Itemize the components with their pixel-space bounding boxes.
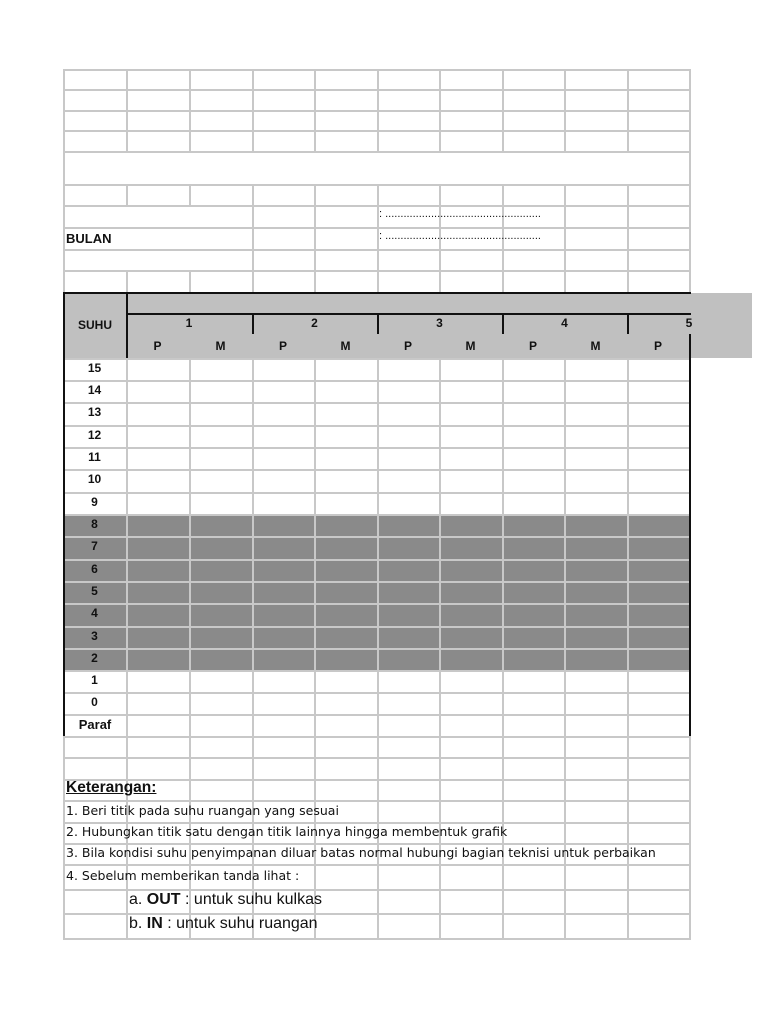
grid-line xyxy=(126,358,128,737)
day-label: 5 xyxy=(685,316,693,330)
legend-in xyxy=(129,915,318,933)
note-item-2: 2. Hubungkan titik satu dengan titik lainnya hingga membentuk grafik xyxy=(66,824,508,839)
grid-line xyxy=(189,184,191,206)
grid-line xyxy=(627,358,629,737)
grid-line xyxy=(189,69,191,152)
grid-line xyxy=(63,205,65,250)
grid-line xyxy=(252,205,254,250)
grid-line xyxy=(439,736,441,800)
shift-label: P xyxy=(528,339,537,353)
day-row-border xyxy=(126,313,691,315)
grid-line xyxy=(502,736,504,800)
grid-line xyxy=(689,151,691,185)
temperature-label: 6 xyxy=(91,562,98,576)
legend-out-prefix: a. xyxy=(129,891,147,908)
grid-line xyxy=(439,69,441,152)
shift-label: P xyxy=(153,339,162,353)
temperature-label: 5 xyxy=(91,584,98,598)
grid-line xyxy=(377,864,379,940)
grid-line xyxy=(564,864,566,940)
grid-line xyxy=(439,249,441,271)
grid-line xyxy=(314,205,316,250)
temperature-label: 12 xyxy=(87,428,102,442)
grid-line xyxy=(564,205,566,250)
temperature-label: 7 xyxy=(91,539,98,553)
legend-in-text: : untuk suhu ruangan xyxy=(162,915,318,932)
grid-line xyxy=(564,736,566,800)
temperature-label: 0 xyxy=(91,695,98,709)
grid-line xyxy=(439,184,441,206)
grid-line xyxy=(63,270,65,293)
grid-line xyxy=(377,736,379,800)
grid-line xyxy=(314,270,316,293)
shift-label: M xyxy=(590,339,601,353)
suhu-header: SUHU xyxy=(77,318,112,332)
grid-line xyxy=(689,205,691,250)
grid-line xyxy=(689,270,691,293)
grid-line xyxy=(627,205,629,250)
dotted-field-1[interactable]: : ................................................... xyxy=(379,208,541,220)
grid-line xyxy=(189,736,191,800)
day-label: 1 xyxy=(185,316,193,330)
note-item-3: 3. Bila kondisi suhu penyimpanan diluar batas normal hubungi bagian teknisi untuk perbaikan xyxy=(66,845,656,860)
note-item-4: 4. Sebelum memberikan tanda lihat : xyxy=(66,868,300,883)
grid-line xyxy=(564,184,566,206)
temperature-label: 15 xyxy=(87,361,102,375)
grid-line xyxy=(502,184,504,206)
temperature-label: 13 xyxy=(87,405,102,419)
grid-line xyxy=(252,358,254,737)
grid-line xyxy=(627,864,629,940)
grid-line xyxy=(564,270,566,293)
paraf-label: Paraf xyxy=(78,717,112,732)
day-label: 2 xyxy=(311,316,318,330)
legend-in-prefix: b. xyxy=(129,915,147,932)
temperature-label: 14 xyxy=(87,383,102,397)
shift-label: M xyxy=(465,339,476,353)
grid-line xyxy=(252,69,254,152)
temperature-label: 1 xyxy=(91,673,98,687)
grid-line xyxy=(689,249,691,271)
legend-out-text: : untuk suhu kulkas xyxy=(180,891,322,908)
grid-line xyxy=(314,358,316,737)
grid-line xyxy=(63,184,65,206)
grid-line xyxy=(439,358,441,737)
grid-line xyxy=(314,736,316,800)
grid-line xyxy=(502,270,504,293)
grid-line xyxy=(689,358,691,737)
grid-line xyxy=(564,249,566,271)
legend-out xyxy=(129,891,322,909)
temperature-label: 4 xyxy=(91,606,98,620)
grid-line xyxy=(627,249,629,271)
temperature-label: 11 xyxy=(88,450,101,464)
temperature-label: 10 xyxy=(87,472,102,486)
grid-line xyxy=(689,69,691,152)
dotted-field-2[interactable]: : ................................................... xyxy=(379,230,541,242)
shift-label: P xyxy=(653,339,662,353)
temperature-label: 3 xyxy=(91,629,98,643)
grid-line xyxy=(627,184,629,206)
grid-line xyxy=(502,249,504,271)
grid-line xyxy=(63,249,65,271)
day-separator xyxy=(627,314,629,334)
grid-line xyxy=(377,69,379,152)
grid-line xyxy=(63,69,65,152)
grid-line xyxy=(314,69,316,152)
legend-out-code: OUT xyxy=(146,891,181,908)
grid-line xyxy=(627,69,629,152)
grid-line xyxy=(252,270,254,293)
grid-line xyxy=(126,69,128,152)
grid-line xyxy=(564,358,566,737)
legend-in-code: IN xyxy=(146,915,163,932)
temperature-label: 8 xyxy=(91,517,98,531)
grid-line xyxy=(689,800,691,940)
day-label: 3 xyxy=(436,316,443,330)
grid-line xyxy=(126,184,128,206)
grid-line xyxy=(189,270,191,293)
shift-label: P xyxy=(278,339,287,353)
month-label: BULAN xyxy=(66,231,112,246)
grid-line xyxy=(377,184,379,206)
grid-line xyxy=(314,184,316,206)
grid-line xyxy=(564,69,566,152)
grid-line xyxy=(252,249,254,271)
temperature-label: 9 xyxy=(91,495,98,509)
grid-line xyxy=(314,249,316,271)
grid-line xyxy=(689,736,691,800)
grid-line xyxy=(627,736,629,800)
grid-line xyxy=(689,184,691,206)
grid-line xyxy=(63,800,65,940)
grid-line xyxy=(502,69,504,152)
grid-line xyxy=(252,736,254,800)
temperature-label: 2 xyxy=(91,651,98,665)
header-border-top xyxy=(63,292,691,294)
grid-line xyxy=(502,864,504,940)
grid-line xyxy=(63,736,65,800)
shift-label: M xyxy=(340,339,351,353)
grid-line xyxy=(63,151,65,185)
grid-line xyxy=(252,184,254,206)
day-label: 4 xyxy=(561,316,568,330)
shift-label: P xyxy=(403,339,412,353)
grid-line xyxy=(189,358,191,737)
grid-line xyxy=(439,864,441,940)
grid-line xyxy=(439,270,441,293)
grid-line xyxy=(126,270,128,293)
grid-line xyxy=(377,249,379,271)
grid-line xyxy=(377,270,379,293)
grid-line xyxy=(627,270,629,293)
note-item-1: 1. Beri titik pada suhu ruangan yang sesuai xyxy=(66,803,339,818)
notes-title: Keterangan: xyxy=(66,779,157,796)
grid-line xyxy=(377,358,379,737)
header-border-right xyxy=(689,334,691,358)
grid-line xyxy=(502,358,504,737)
shift-label: M xyxy=(215,339,226,353)
